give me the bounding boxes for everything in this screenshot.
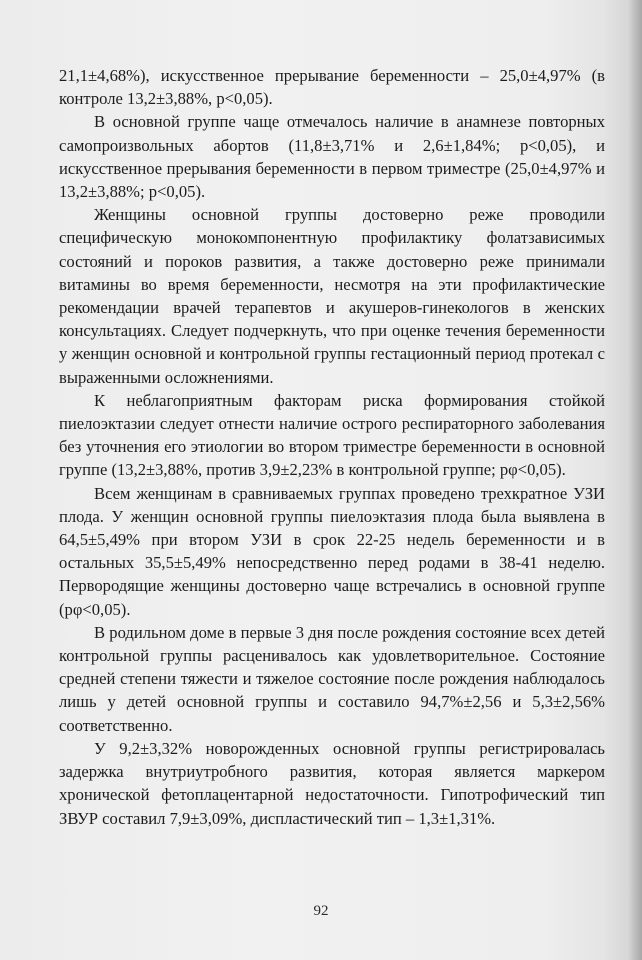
paragraph-ultrasound: Всем женщинам в сравниваемых группах проведено трехкратное УЗИ плода. У женщин основной группы пиелоэктазия плода была выявлена в 64,5±5,49% при втором УЗИ в срок 22-25 недель беременности и в остальных 35,5±5,49% непосредственно перед родами в 38-41 неделю. Первородящие женщины достоверно чаще встречались в основной группе (pφ<0,05). <box>59 483 605 619</box>
body-text <box>59 64 605 830</box>
paragraph-risk-factors: К неблагоприятным факторам риска формирования стойкой пиелоэктазии следует отнести наличие острого респираторного заболевания без уточнения его этиологии во втором триместре беременности в основной группе (13,2±3,88%, против 3,9±2,23% в контрольной группе; pφ<0,05). <box>59 390 605 480</box>
paragraph-prophylaxis: Женщины основной группы достоверно реже проводили специфическую монокомпонентную профилактику фолатзависимых состояний и пороков развития, а также достоверно реже принимали витамины во время беременности, несмотря на эти профилактические рекомендации врачей терапевтов и акушеров-гинекологов в женских консультациях. Следует подчеркнуть, что при оценке течения беременности у женщин основной и контрольной группы гестационный период протекал с выраженными осложнениями. <box>59 205 605 387</box>
paragraph-growth-restriction: У 9,2±3,32% новорожденных основной группы регистрировалась задержка внутриутробного развития, которая является маркером хронической фетоплацентарной недостаточности. Гипотрофический тип ЗВУР составил 7,9±3,09%, диспластический тип – 1,3±1,31%. <box>59 738 605 828</box>
page-number: 92 <box>313 903 329 919</box>
paragraph-continuation: 21,1±4,68%), искусственное прерывание беременности – 25,0±4,97% (в контроле 13,2±3,88%, p<0,05). <box>59 66 605 109</box>
paragraph-repeat-abortions: В основной группе чаще отмечалось наличие в анамнезе повторных самопроизвольных абортов (11,8±3,71% и 2,6±1,84%; p<0,05), и искусственное прерывания беременности в первом триместре (25,0±4,97% и 13,2±3,88%; p<0,05). <box>59 112 605 202</box>
page-edge-shadow <box>628 0 642 960</box>
paragraph-newborn-condition: В родильном доме в первые 3 дня после рождения состояние всех детей контрольной группы расценивалось как удовлетворительное. Состояние средней степени тяжести и тяжелое состояние после рождения наблюдалось лишь у детей основной группы и составило 94,7%±2,56 и 5,3±2,56% соответственно. <box>59 622 605 735</box>
